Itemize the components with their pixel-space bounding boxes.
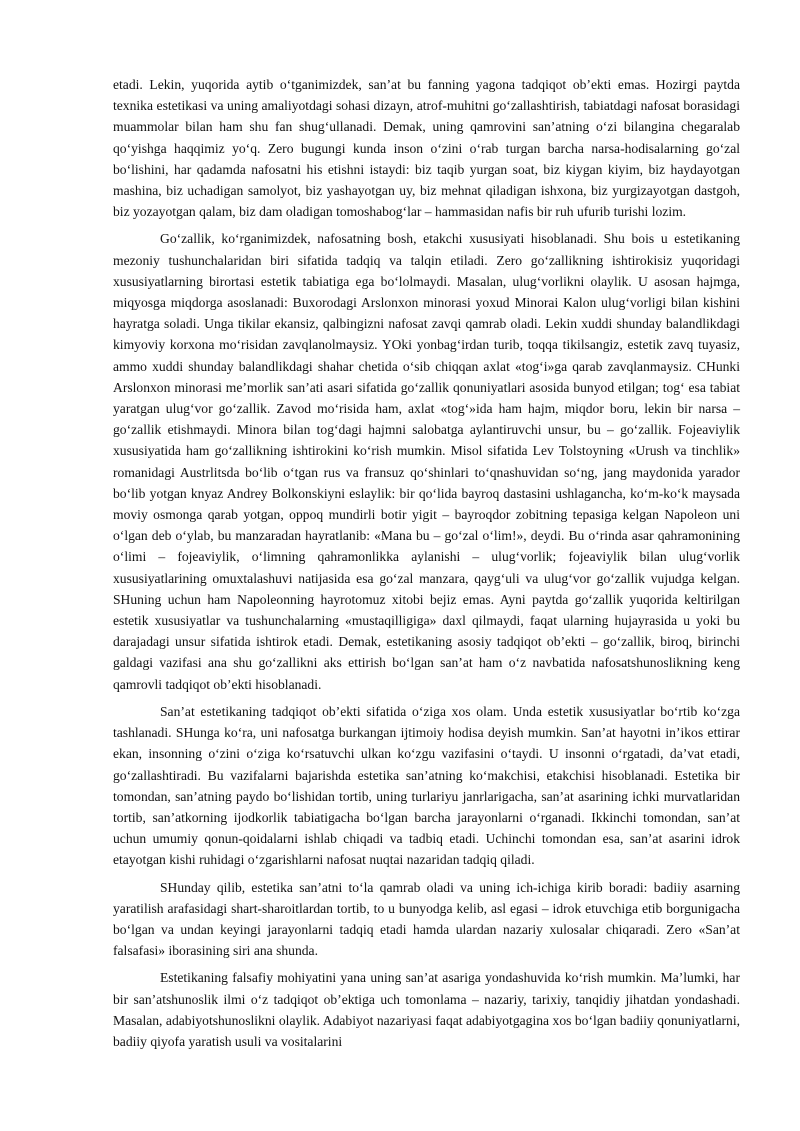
paragraph-philosophy-of-art: SHunday qilib, estetika san’atni to‘la qamrab oladi va uning ich-ichiga kirib boradi: badiiy asarning yaratilish arafasidagi shart-sharoitlardan tortib, to u bunyodga kelib, asl egasi – idrok etuvchiga etib borgunigacha bo‘lgan va undan keyingi jarayonlarni tadqiq etadi hamda ulardan nazariy xulosalar chiqaradi. Zero «San’at falsafasi» iborasining siri ana shunda.	[113, 879, 740, 959]
paragraph-beauty: Go‘zallik, ko‘rganimizdek, nafosatning bosh, etakchi xususiyati hisoblanadi. Shu bois u estetikaning mezoniy tushunchalaridan biri sifatida tadqiq va talqin etiladi. Zero go‘zallikning ishtirokisiz yuqoridagi xususiyatlarning birortasi estetik tabiatiga ega bo‘lolmaydi. Masalan, ulug‘vorlikni olaylik. U asosan hajmga, miqyosga miqdorga asoslanadi: Buxorodagi Arslonxon minorasi yoxud Minorai Kalon ulug‘vorligi bilan kishini hayratga soladi. Unga tikilar ekansiz, qalbingizni nafosat zavqi qamrab oladi. Lekin xuddi shunday balandlikdagi kimyoviy korxona mo‘risidan zavqlanolmaysiz. YOki yonbag‘irdan turib, toqqa tikilsangiz, estetik zavq tuyasiz, ammo xuddi shunday balandlikdagi shahar chetida o‘sib chiqqan axlat «tog‘i»ga qarab zavqlanmaysiz. CHunki Arslonxon minorasi me’morlik san’ati asari sifatida go‘zallik qonuniyatlari asosida bunyod etilgan; tog‘ esa tabiat yaratgan ulug‘vor go‘zallik. Zavod mo‘risida ham, axlat «tog‘»ida ham hajm, miqdor boru, lekin bir narsa –go‘zallik etishmaydi. Minora bilan tog‘dagi hajmni salobatga aylantiruvchi unsur, bu – go‘zallik. Fojeaviylik xususiyatida ham go‘zallikning ishtirokini ko‘rish mumkin. Misol sifatida Lev Tolstoyning «Urush va tinchlik» romanidagi Austrlitsda bo‘lib o‘tgan rus va fransuz qo‘shinlari to‘qnashuvidan so‘ng, jang maydonida yarador bo‘lib yotgan knyaz Andrey Bolkonskiyni eslaylik: bir qo‘lida bayroq dastasini ushlagancha, ko‘m-ko‘k maysada moviy osmonga qarab yotgan, oppoq mundirli botir yigit – bayroqdor zobitning tepasiga kelgan Napoleon uni o‘lgan deb o‘ylab, bu manzaradan hayratlanib: «Mana bu – go‘zal o‘lim!», deydi. Bu o‘rinda asar qahramonining o‘limi – fojeaviylik, o‘limning qahramonlikka aylanishi – ulug‘vorlik; fojeaviylik bilan ulug‘vorlik xususiyatlarining omuxtalashuvi natijasida esa go‘zal manzara, qayg‘uli va ulug‘vor go‘zallik vujudga kelgan. SHuning uchun ham Napoleonning hayrotomuz xitobi bejiz emas. Ayni paytda go‘zallik yuqorida keltirilgan estetik xususiyatlar va tushunchalarning «mustaqilligiga» daxl qilmaydi, faqat ularning hujayrasida u yoki bu darajadagi unsur sifatida ishtirok etadi. Demak, estetikaning asosiy tadqiqot ob’ekti – go‘zallik, biroq, birinchi galdagi vazifasi ana shu go‘zallikni aks ettirish bo‘lgan san’at ham o‘z navbatida nafosatshunoslikning keng qamrovli tadqiqot ob’ekti hisoblanadi.	[113, 231, 740, 692]
paragraph-continuation: etadi. Lekin, yuqorida aytib o‘tganimizdek, san’at bu fanning yagona tadqiqot ob’ekti emas. Hozirgi paytda texnika estetikasi va uning amaliyotdagi sohasi dizayn, atrof-muhitni go‘zallashtirish, tabiatdagi nafosat borasidagi muammolar bilan ham shu fan shug‘ullanadi. Demak, uning qamrovini san’atning o‘zi bilangina chegaralab qo‘yishga haqqimiz yo‘q. Zero bugungi kunda inson o‘zini o‘rab turgan barcha narsa-hodisalarning go‘zal bo‘lishini, har qadamda nafosatni his etishni istaydi: biz taqib yurgan soat, biz kiygan kiyim, biz haydayotgan mashina, biz uchadigan samolyot, biz yashayotgan uy, biz mehnat qiladigan ishxona, biz yurgizayotgan dastgoh, biz yozayotgan qalam, biz dam oladigan tomoshabog‘lar – hammasidan nafis bir ruh ufurib turishi lozim.	[113, 77, 740, 220]
document-page	[113, 74, 740, 1058]
paragraph-art-object: San’at estetikaning tadqiqot ob’ekti sifatida o‘ziga xos olam. Unda estetik xususiyatlar bo‘rtib ko‘zga tashlanadi. SHunga ko‘ra, uni nafosatga burkangan ijtimoiy hodisa deyish mumkin. San’at hayotni in’ikos ettirar ekan, insonning o‘zini o‘ziga ko‘rsatuvchi ulkan ko‘zgu vazifasini o‘taydi. U insonni o‘rgatadi, da’vat etadi, go‘zallashtiradi. Bu vazifalarni bajarishda estetika san’atning ko‘makchisi, etakchisi hisoblanadi. Estetika bir tomondan, san’atning paydo bo‘lishidan tortib, uning turlariyu janrlarigacha, san’at asarining ichki murvatlaridan tortib, san’atkorning ijodkorlik tabiatigacha bo‘lgan barcha jarayonlarni o‘rganadi. Ikkinchi tomondan, san’at uchun umumiy qonun-qoidalarni ishlab chiqadi va tadbiq etadi. Uchinchi tomondan esa, san’at asarini idrok etayotgan kishi ruhidagi o‘zgarishlarni nafosat nuqtai nazaridan tadqiq qiladi.	[113, 703, 740, 868]
paragraph-approaches: Estetikaning falsafiy mohiyatini yana uning san’at asariga yondashuvida ko‘rish mumkin. Ma’lumki, har bir san’atshunoslik ilmi o‘z tadqiqot ob’ektiga uch tomonlama – nazariy, tarixiy, tanqidiy jihatdan yondashadi. Masalan, adabiyotshunoslikni olaylik. Adabiyot nazariyasi faqat adabiyotgagina xos bo‘lgan badiiy qonuniyatlarni, badiiy qiyofa yaratish usuli va vositalarini	[113, 970, 740, 1049]
